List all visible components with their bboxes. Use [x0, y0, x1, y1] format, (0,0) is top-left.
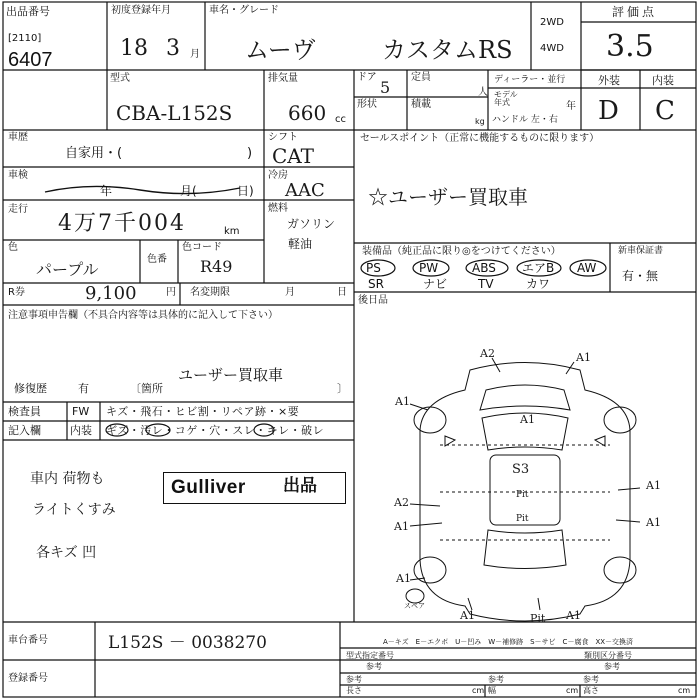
mark-rear-pit: Pit: [530, 612, 546, 625]
mark-left-a2: A2: [394, 496, 409, 509]
displacement-value: 660: [288, 101, 327, 125]
aircon-label: 冷房: [268, 170, 288, 181]
mark-left-front-a1: A1: [395, 395, 410, 408]
repair-yes: 有: [78, 382, 89, 395]
rating-ext-label: 外装: [598, 74, 620, 87]
color-label: 色: [8, 242, 18, 253]
rating-ext-grade: D: [598, 96, 619, 126]
registration-year: 18: [120, 36, 148, 61]
chassis-value: L152S － 0038270: [108, 633, 267, 653]
inspector-interior: 内装: [70, 424, 92, 437]
fuel-diesel: 軽油: [288, 237, 313, 251]
registration-month-unit: 月: [190, 49, 200, 60]
mark-left-rear-a1: A1: [396, 572, 411, 585]
sales-point-value: ☆ユーザー買取車: [368, 185, 528, 209]
mark-left-a1: A1: [394, 520, 409, 533]
mark-roof-pit-2: Pit: [516, 514, 529, 524]
shift-value: CAT: [272, 144, 314, 168]
certified-ref: 参考: [366, 662, 382, 671]
repair-label: 修復歴: [14, 382, 47, 395]
dealer-label: ディーラー・並行: [494, 75, 566, 85]
mark-rear-right-a1: A1: [566, 609, 581, 622]
capacity-label: 定員: [411, 72, 431, 83]
rating-label: 評価点: [612, 5, 658, 19]
tax-label: R券: [8, 287, 25, 298]
handle-label: ハンドル 左・右: [492, 115, 558, 125]
name-change-label: 名変期限: [190, 287, 230, 298]
doors-value: 5: [380, 78, 391, 97]
rating-int-label: 内装: [652, 74, 674, 87]
length-unit: cm: [472, 686, 485, 695]
doors-label: ドア: [357, 72, 377, 83]
type-value: CBA-L152S: [116, 101, 233, 125]
equipment-abs: ABS: [472, 261, 496, 275]
inspection-month-unit: 月(: [180, 184, 197, 198]
mark-front-a2: A2: [480, 347, 495, 360]
rating-score: 3.5: [606, 29, 654, 64]
class-ref: 参考: [604, 662, 620, 671]
spare-label: スペア: [404, 602, 425, 610]
damage-legend: A－キズ E－エクボ U－凹み W－補修跡 S－サビ C－腐食 XX－交換済: [383, 638, 634, 646]
equipment-label: 装備品（純正品に限り◎をつけてください）: [362, 246, 561, 257]
mark-rear-a1: A1: [460, 609, 475, 622]
mark-roof-s3: S3: [512, 462, 530, 477]
name-change-day: 日: [337, 287, 347, 298]
rear-seat-label: 後日品: [358, 295, 388, 306]
inspection-label: 車検: [8, 170, 28, 181]
height-unit: cm: [678, 686, 691, 695]
inspector-label-bottom: 記入欄: [8, 424, 41, 437]
name-change-month: 月: [285, 287, 295, 298]
shape-label: 形状: [357, 99, 377, 110]
equipment-airbag: エアB: [522, 261, 555, 275]
width-unit: cm: [566, 686, 579, 695]
notes-stamp: ユーザー買取車: [178, 366, 284, 384]
warranty-value: 有・無: [622, 269, 659, 283]
equipment-navi: ナビ: [423, 277, 448, 291]
inspection-year-unit: 年: [100, 184, 113, 198]
handwritten-note-1: 車内 荷物も: [30, 471, 105, 487]
repair-close: 〕: [337, 382, 348, 395]
model-grade: カスタムRS: [382, 36, 513, 64]
tax-value: 9,100: [85, 283, 137, 304]
tax-unit: 円: [166, 287, 176, 298]
inspector-row2: ギズ・汚レ・コゲ・穴・スレ・キレ・破レ: [106, 424, 325, 437]
notes-label: 注意事項申告欄（不具合内容等は具体的に記入して下さい）: [8, 310, 278, 321]
inspector-label-top: 検査員: [8, 405, 41, 418]
width-ref: 参考: [488, 675, 504, 684]
lot-code: [2110]: [8, 33, 42, 44]
aircon-value: AAC: [285, 180, 325, 201]
shift-label: シフト: [268, 132, 298, 143]
equipment-aw: AW: [577, 261, 597, 275]
mileage-value: 4万7千004: [58, 211, 186, 236]
type-label: 型式: [110, 73, 130, 84]
model-name: ムーヴ: [245, 36, 316, 64]
width-label: 幅: [488, 686, 496, 695]
inspector-fw: FW: [72, 405, 90, 418]
auction-stamp-brand: Gulliver: [171, 477, 246, 498]
lot-number: 6407: [8, 49, 53, 71]
class-label: 類別区分番号: [584, 651, 632, 660]
mark-right-a1: A1: [646, 479, 661, 492]
fuel-gasoline: ガソリン: [287, 217, 336, 231]
plate-label: 登録番号: [8, 673, 48, 684]
equipment-pw: PW: [419, 261, 439, 275]
mark-front-a1: A1: [576, 351, 591, 364]
equipment-sr: SR: [368, 277, 384, 291]
chassis-label: 車台番号: [8, 635, 48, 646]
history-close: ): [247, 146, 253, 161]
equipment-ps: PS: [366, 261, 381, 275]
repair-place: 〔箇所: [130, 382, 163, 395]
height-ref: 参考: [583, 675, 599, 684]
registration-month: 3: [166, 36, 180, 61]
displacement-unit: cc: [335, 114, 346, 125]
load-label: 積載: [411, 99, 431, 110]
fuel-label: 燃料: [268, 203, 288, 214]
lot-label: 出品番号: [6, 5, 50, 18]
sales-point-label: セールスポイント（正常に機能するものに限ります）: [360, 133, 600, 144]
history-label: 車歴: [8, 132, 28, 143]
model-year-unit: 年: [566, 101, 576, 112]
color-code-value: R49: [200, 257, 233, 276]
registration-label: 初度登録年月: [111, 5, 171, 16]
color-number-label: 色番: [147, 254, 167, 265]
load-unit: kg: [475, 117, 485, 126]
handwritten-note-3: 各キズ 凹: [36, 545, 97, 561]
mark-right-rear-a1: A1: [646, 516, 661, 529]
auction-stamp-suffix: 出品: [283, 476, 317, 496]
mileage-unit: km: [224, 226, 240, 237]
inspection-day-unit: 日): [237, 184, 254, 198]
rating-int-grade: C: [655, 96, 675, 126]
mark-windshield-a1: A1: [520, 413, 535, 426]
warranty-label: 新車保証書: [618, 246, 664, 256]
equipment-leather: カワ: [526, 277, 551, 291]
history-value: 自家用・(: [65, 146, 123, 161]
drive-2wd: 2WD: [540, 17, 564, 28]
equipment-tv: TV: [478, 277, 494, 291]
certified-label: 型式指定番号: [346, 651, 394, 660]
length-ref: 参考: [346, 675, 362, 684]
displacement-label: 排気量: [268, 73, 298, 84]
color-code-label: 色コード: [182, 242, 222, 253]
length-label: 長さ: [346, 686, 362, 695]
mark-roof-pit-1: Pit: [516, 490, 529, 500]
mileage-label: 走行: [8, 204, 28, 215]
model-label: 車名・グレード: [209, 5, 279, 16]
model-year-label: モデル 年式: [494, 90, 518, 108]
inspector-row1: キズ・飛石・ヒビ割・リペア跡・×要: [106, 405, 300, 418]
capacity-unit: 人: [478, 87, 488, 98]
handwritten-note-2: ライトくすみ: [32, 502, 116, 518]
height-label: 高さ: [583, 686, 599, 695]
drive-4wd: 4WD: [540, 43, 564, 54]
color-value: パープル: [36, 260, 99, 279]
